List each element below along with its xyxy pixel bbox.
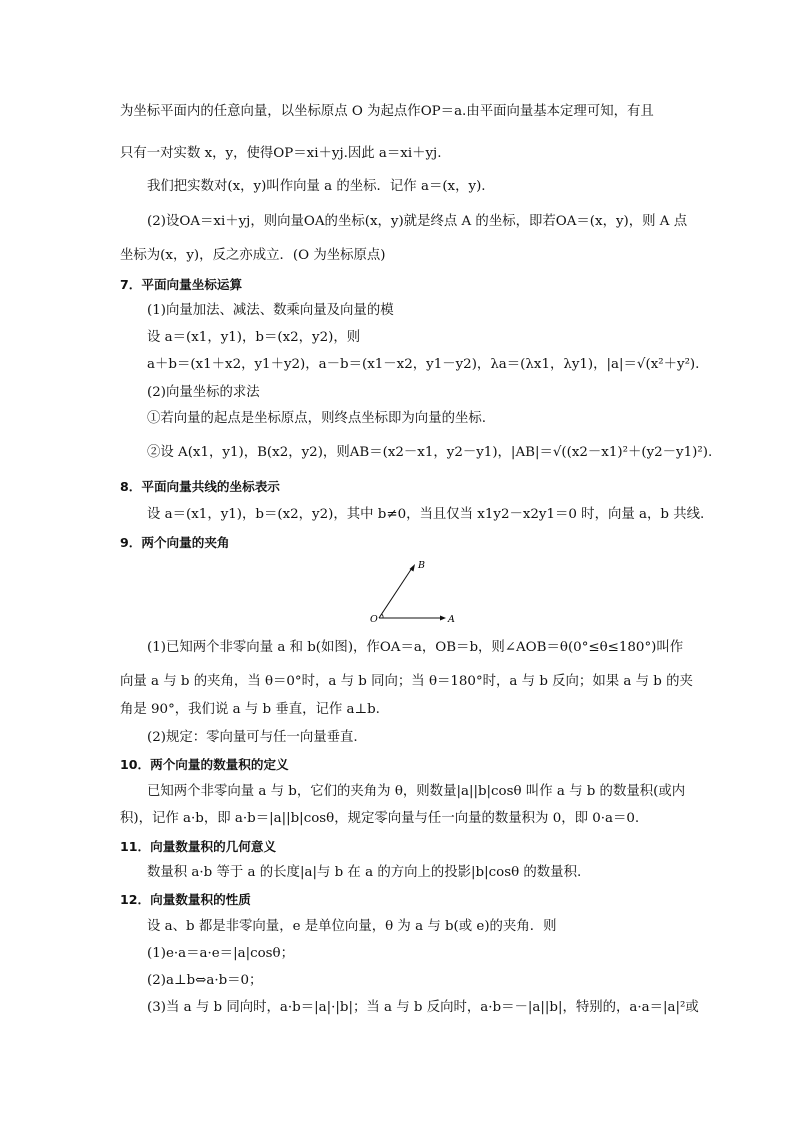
- text-line: 只有一对实数 x，y，使得OP＝xi＋yj.因此 a＝xi＋yj.: [120, 146, 442, 161]
- arrowhead-a: [440, 616, 446, 621]
- text-line: 角是 90°，我们说 a 与 b 垂直，记作 a⊥b.: [120, 702, 380, 717]
- vector-ob-line: [379, 568, 412, 618]
- section-heading: 7．平面向量坐标运算: [120, 277, 243, 292]
- label-a: A: [448, 614, 455, 625]
- text-line: 积)，记作 a·b，即 a·b＝|a||b|cosθ，规定零向量与任一向量的数量积为 0，即 0·a＝0.: [120, 811, 640, 826]
- label-o: O: [370, 614, 378, 625]
- section-heading: 8．平面向量共线的坐标表示: [120, 479, 280, 494]
- section-heading: 11．向量数量积的几何意义: [120, 839, 277, 854]
- formula-line: ②设 A(x1，y1)，B(x2，y2)，则AB＝(x2－x1，y2－y1)，|AB|＝√((x2－x1)²＋(y2－y1)²).: [147, 445, 713, 460]
- text-line: 我们把实数对(x，y)叫作向量 a 的坐标．记作 a＝(x，y).: [147, 179, 486, 194]
- angle-arc: [382, 614, 384, 618]
- text-line: (1)向量加法、减法、数乘向量及向量的模: [147, 303, 394, 318]
- label-b: B: [418, 560, 425, 571]
- text-line: (2)设OA＝xi＋yj，则向量OA的坐标(x，y)就是终点 A 的坐标，即若OA＝(x，y)，则 A 点: [147, 214, 688, 229]
- text-line: ①若向量的起点是坐标原点，则终点坐标即为向量的坐标.: [147, 411, 487, 426]
- text-line: (2)规定：零向量可与任一向量垂直.: [147, 730, 358, 745]
- text-line: 向量 a 与 b 的夹角，当 θ＝0°时，a 与 b 同向；当 θ＝180°时，a 与 b 反向；如果 a 与 b 的夹: [120, 674, 693, 689]
- text-line: 坐标为(x，y)，反之亦成立．(O 为坐标原点): [120, 248, 386, 263]
- text-line: (3)当 a 与 b 同向时，a·b＝|a|·|b|；当 a 与 b 反向时，a·b＝－|a||b|，特别的，a·a＝|a|²或: [147, 1000, 699, 1015]
- text-line: 设 a、b 都是非零向量，e 是单位向量，θ 为 a 与 b(或 e)的夹角．则: [147, 919, 557, 934]
- section-heading: 12．向量数量积的性质: [120, 892, 251, 907]
- text-line: 已知两个非零向量 a 与 b，它们的夹角为 θ，则数量|a||b|cosθ 叫作 a 与 b 的数量积(或内: [147, 784, 686, 799]
- text-line: 设 a＝(x1，y1)，b＝(x2，y2)，则: [147, 330, 361, 345]
- text-line: 数量积 a·b 等于 a 的长度|a|与 b 在 a 的方向上的投影|b|cosθ 的数量积.: [147, 865, 582, 880]
- text-line: (2)向量坐标的求法: [147, 385, 260, 400]
- section-heading: 10．两个向量的数量积的定义: [120, 757, 289, 772]
- vector-angle-figure: [360, 556, 470, 628]
- formula-line: a＋b＝(x1＋x2，y1＋y2)，a－b＝(x1－x2，y1－y2)，λa＝(λx1，λy1)，|a|＝√(x²＋y²).: [147, 357, 700, 372]
- text-line: (2)a⊥b⇔a·b＝0；: [147, 973, 263, 988]
- section-heading: 9．两个向量的夹角: [120, 535, 230, 550]
- text-line: (1)e·a＝a·e＝|a|cosθ；: [147, 946, 294, 961]
- text-line: (1)已知两个非零向量 a 和 b(如图)，作OA＝a，OB＝b，则∠AOB＝θ(0°≤θ≤180°)叫作: [147, 640, 684, 655]
- text-line: 为坐标平面内的任意向量，以坐标原点 O 为起点作OP＝a.由平面向量基本定理可知，有且: [120, 104, 654, 119]
- text-line: 设 a＝(x1，y1)，b＝(x2，y2)，其中 b≠0，当且仅当 x1y2－x2y1＝0 时，向量 a，b 共线.: [147, 507, 705, 522]
